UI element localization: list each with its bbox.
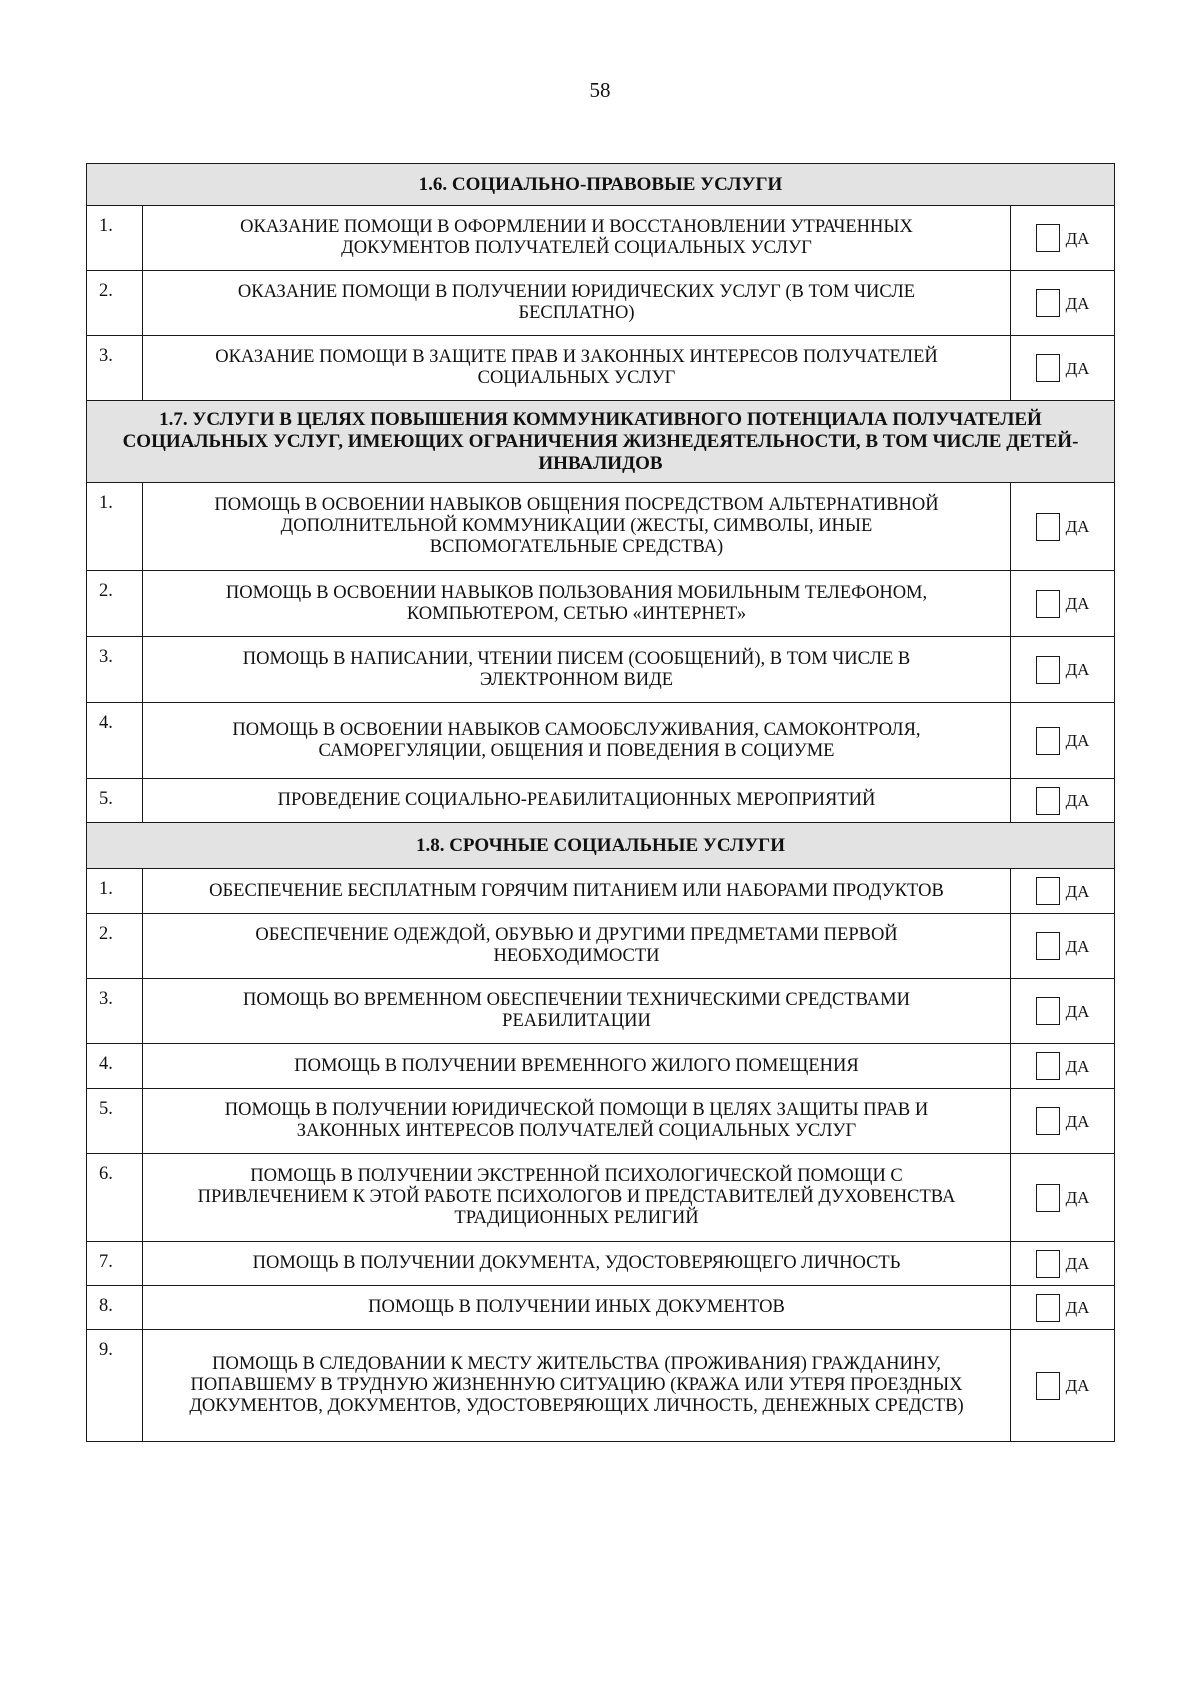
yes-label: ДА bbox=[1065, 1254, 1090, 1273]
item-number: 2. bbox=[87, 571, 143, 637]
item-mark-cell bbox=[1011, 779, 1115, 823]
item-mark-cell bbox=[1011, 1242, 1115, 1286]
table-row bbox=[87, 483, 1115, 571]
item-mark-cell bbox=[1011, 979, 1115, 1044]
yes-checkbox[interactable] bbox=[1036, 590, 1060, 618]
page-number: 58 bbox=[589, 78, 611, 102]
yes-checkbox[interactable] bbox=[1036, 513, 1060, 541]
yes-label: ДА bbox=[1065, 293, 1090, 313]
table-row bbox=[87, 206, 1115, 271]
item-mark-cell bbox=[1011, 914, 1115, 979]
yes-checkbox[interactable] bbox=[1036, 289, 1060, 317]
table-row bbox=[87, 1154, 1115, 1242]
yes-checkbox[interactable] bbox=[1036, 1294, 1060, 1322]
item-number: 4. bbox=[87, 703, 143, 779]
yes-option bbox=[1011, 877, 1114, 905]
table-row bbox=[87, 271, 1115, 336]
yes-label: ДА bbox=[1065, 358, 1090, 378]
table-row bbox=[87, 571, 1115, 637]
section-title: 1.6. СОЦИАЛЬНО-ПРАВОВЫЕ УСЛУГИ bbox=[87, 164, 1115, 206]
item-mark-cell bbox=[1011, 637, 1115, 703]
item-mark-cell bbox=[1011, 1089, 1115, 1154]
item-number: 2. bbox=[87, 271, 143, 336]
item-mark-cell bbox=[1011, 206, 1115, 271]
yes-option bbox=[1011, 997, 1114, 1025]
item-number: 5. bbox=[87, 779, 143, 823]
section-header bbox=[87, 401, 1115, 483]
yes-label: ДА bbox=[1065, 228, 1090, 248]
item-description: ПРОВЕДЕНИЕ СОЦИАЛЬНО-РЕАБИЛИТАЦИОННЫХ МЕРОПРИЯТИЙ bbox=[143, 779, 1011, 823]
yes-label: ДА bbox=[1065, 517, 1090, 536]
table-row bbox=[87, 914, 1115, 979]
yes-label: ДА bbox=[1065, 936, 1090, 956]
item-number: 2. bbox=[87, 914, 143, 979]
item-mark-cell bbox=[1011, 1044, 1115, 1089]
item-number: 7. bbox=[87, 1242, 143, 1286]
yes-checkbox[interactable] bbox=[1036, 1052, 1060, 1080]
services-table-body bbox=[87, 164, 1115, 1442]
yes-option bbox=[1011, 787, 1114, 815]
table-row bbox=[87, 1330, 1115, 1442]
item-mark-cell bbox=[1011, 1154, 1115, 1242]
item-mark-cell bbox=[1011, 571, 1115, 637]
item-description: ПОМОЩЬ В ПОЛУЧЕНИИ ИНЫХ ДОКУМЕНТОВ bbox=[143, 1286, 1011, 1330]
item-description: ПОМОЩЬ В ОСВОЕНИИ НАВЫКОВ ОБЩЕНИЯ ПОСРЕДСТВОМ АЛЬТЕРНАТИВНОЙ ДОПОЛНИТЕЛЬНОЙ КОММУНИКАЦИИ (ЖЕСТЫ, СИМВОЛЫ, ИНЫЕ ВСПОМОГАТЕЛЬНЫЕ СРЕДСТВА) bbox=[143, 483, 1011, 571]
table-row bbox=[87, 979, 1115, 1044]
item-description: ОКАЗАНИЕ ПОМОЩИ В ОФОРМЛЕНИИ И ВОССТАНОВЛЕНИИ УТРАЧЕННЫХ ДОКУМЕНТОВ ПОЛУЧАТЕЛЕЙ СОЦИАЛЬНЫХ УСЛУГ bbox=[143, 206, 1011, 271]
table-row bbox=[87, 869, 1115, 914]
yes-label: ДА bbox=[1065, 660, 1090, 679]
yes-checkbox[interactable] bbox=[1036, 656, 1060, 684]
item-description: ОБЕСПЕЧЕНИЕ БЕСПЛАТНЫМ ГОРЯЧИМ ПИТАНИЕМ ИЛИ НАБОРАМИ ПРОДУКТОВ bbox=[143, 869, 1011, 914]
yes-option bbox=[1011, 224, 1114, 252]
table-row bbox=[87, 1089, 1115, 1154]
item-description: ПОМОЩЬ В ПОЛУЧЕНИИ ВРЕМЕННОГО ЖИЛОГО ПОМЕЩЕНИЯ bbox=[143, 1044, 1011, 1089]
yes-option bbox=[1011, 513, 1114, 541]
section-header bbox=[87, 164, 1115, 206]
yes-checkbox[interactable] bbox=[1036, 727, 1060, 755]
item-mark-cell bbox=[1011, 1286, 1115, 1330]
yes-label: ДА bbox=[1065, 1111, 1090, 1131]
item-number: 6. bbox=[87, 1154, 143, 1242]
yes-label: ДА bbox=[1065, 594, 1090, 613]
item-mark-cell bbox=[1011, 1330, 1115, 1442]
section-title: 1.8. СРОЧНЫЕ СОЦИАЛЬНЫЕ УСЛУГИ bbox=[87, 823, 1115, 869]
yes-checkbox[interactable] bbox=[1036, 354, 1060, 382]
item-description: ПОМОЩЬ ВО ВРЕМЕННОМ ОБЕСПЕЧЕНИИ ТЕХНИЧЕСКИМИ СРЕДСТВАМИ РЕАБИЛИТАЦИИ bbox=[143, 979, 1011, 1044]
table-row bbox=[87, 779, 1115, 823]
yes-checkbox[interactable] bbox=[1036, 1107, 1060, 1135]
table-row bbox=[87, 336, 1115, 401]
yes-checkbox[interactable] bbox=[1036, 932, 1060, 960]
item-number: 8. bbox=[87, 1286, 143, 1330]
item-mark-cell bbox=[1011, 336, 1115, 401]
yes-option bbox=[1011, 1052, 1114, 1080]
item-description: ПОМОЩЬ В ПОЛУЧЕНИИ ЮРИДИЧЕСКОЙ ПОМОЩИ В ЦЕЛЯХ ЗАЩИТЫ ПРАВ И ЗАКОННЫХ ИНТЕРЕСОВ ПОЛУЧАТЕЛЕЙ СОЦИАЛЬНЫХ УСЛУГ bbox=[143, 1089, 1011, 1154]
yes-checkbox[interactable] bbox=[1036, 997, 1060, 1025]
yes-checkbox[interactable] bbox=[1036, 1184, 1060, 1212]
yes-label: ДА bbox=[1065, 1188, 1090, 1207]
yes-option bbox=[1011, 727, 1114, 755]
yes-label: ДА bbox=[1065, 791, 1090, 810]
yes-checkbox[interactable] bbox=[1036, 787, 1060, 815]
item-description: ОКАЗАНИЕ ПОМОЩИ В ЗАЩИТЕ ПРАВ И ЗАКОННЫХ ИНТЕРЕСОВ ПОЛУЧАТЕЛЕЙ СОЦИАЛЬНЫХ УСЛУГ bbox=[143, 336, 1011, 401]
item-description: ПОМОЩЬ В НАПИСАНИИ, ЧТЕНИИ ПИСЕМ (СООБЩЕНИЙ), В ТОМ ЧИСЛЕ В ЭЛЕКТРОННОМ ВИДЕ bbox=[143, 637, 1011, 703]
item-number: 1. bbox=[87, 483, 143, 571]
table-row bbox=[87, 1044, 1115, 1089]
item-description: ПОМОЩЬ В ОСВОЕНИИ НАВЫКОВ ПОЛЬЗОВАНИЯ МОБИЛЬНЫМ ТЕЛЕФОНОМ, КОМПЬЮТЕРОМ, СЕТЬЮ «ИНТЕРНЕТ» bbox=[143, 571, 1011, 637]
yes-option bbox=[1011, 932, 1114, 960]
yes-option bbox=[1011, 1294, 1114, 1322]
item-number: 3. bbox=[87, 336, 143, 401]
item-description: ПОМОЩЬ В ОСВОЕНИИ НАВЫКОВ САМООБСЛУЖИВАНИЯ, САМОКОНТРОЛЯ, САМОРЕГУЛЯЦИИ, ОБЩЕНИЯ И ПОВЕДЕНИЯ В СОЦИУМЕ bbox=[143, 703, 1011, 779]
yes-checkbox[interactable] bbox=[1036, 1372, 1060, 1400]
item-number: 9. bbox=[87, 1330, 143, 1442]
yes-checkbox[interactable] bbox=[1036, 224, 1060, 252]
yes-checkbox[interactable] bbox=[1036, 877, 1060, 905]
yes-option bbox=[1011, 656, 1114, 684]
item-description: ПОМОЩЬ В ПОЛУЧЕНИИ ЭКСТРЕННОЙ ПСИХОЛОГИЧЕСКОЙ ПОМОЩИ С ПРИВЛЕЧЕНИЕМ К ЭТОЙ РАБОТЕ ПСИХОЛОГОВ И ПРЕДСТАВИТЕЛЕЙ ДУХОВЕНСТВА ТРАДИЦИОННЫХ РЕЛИГИЙ bbox=[143, 1154, 1011, 1242]
item-number: 3. bbox=[87, 637, 143, 703]
table-row bbox=[87, 1242, 1115, 1286]
table-row bbox=[87, 1286, 1115, 1330]
item-number: 1. bbox=[87, 869, 143, 914]
item-number: 1. bbox=[87, 206, 143, 271]
table-row bbox=[87, 637, 1115, 703]
yes-option bbox=[1011, 1372, 1114, 1400]
yes-option bbox=[1011, 289, 1114, 317]
item-description: ПОМОЩЬ В СЛЕДОВАНИИ К МЕСТУ ЖИТЕЛЬСТВА (ПРОЖИВАНИЯ) ГРАЖДАНИНУ, ПОПАВШЕМУ В ТРУДНУЮ ЖИЗНЕННУЮ СИТУАЦИЮ (КРАЖА ИЛИ УТЕРЯ ПРОЕЗДНЫХ ДОКУМЕНТОВ, ДОКУМЕНТОВ, УДОСТОВЕРЯЮЩИХ ЛИЧНОСТЬ, ДЕНЕЖНЫХ СРЕДСТВ) bbox=[143, 1330, 1011, 1442]
item-mark-cell bbox=[1011, 483, 1115, 571]
yes-option bbox=[1011, 1107, 1114, 1135]
section-header bbox=[87, 823, 1115, 869]
item-description: ПОМОЩЬ В ПОЛУЧЕНИИ ДОКУМЕНТА, УДОСТОВЕРЯЮЩЕГО ЛИЧНОСТЬ bbox=[143, 1242, 1011, 1286]
yes-label: ДА bbox=[1065, 1056, 1090, 1076]
yes-label: ДА bbox=[1065, 1298, 1090, 1317]
yes-option bbox=[1011, 1250, 1114, 1278]
item-description: ОБЕСПЕЧЕНИЕ ОДЕЖДОЙ, ОБУВЬЮ И ДРУГИМИ ПРЕДМЕТАМИ ПЕРВОЙ НЕОБХОДИМОСТИ bbox=[143, 914, 1011, 979]
item-number: 4. bbox=[87, 1044, 143, 1089]
yes-label: ДА bbox=[1065, 731, 1090, 750]
item-description: ОКАЗАНИЕ ПОМОЩИ В ПОЛУЧЕНИИ ЮРИДИЧЕСКИХ УСЛУГ (В ТОМ ЧИСЛЕ БЕСПЛАТНО) bbox=[143, 271, 1011, 336]
item-mark-cell bbox=[1011, 271, 1115, 336]
item-mark-cell bbox=[1011, 703, 1115, 779]
yes-checkbox[interactable] bbox=[1036, 1250, 1060, 1278]
yes-label: ДА bbox=[1065, 881, 1090, 901]
yes-label: ДА bbox=[1065, 1001, 1090, 1021]
table-row bbox=[87, 703, 1115, 779]
item-mark-cell bbox=[1011, 869, 1115, 914]
item-number: 3. bbox=[87, 979, 143, 1044]
section-title: 1.7. УСЛУГИ В ЦЕЛЯХ ПОВЫШЕНИЯ КОММУНИКАТИВНОГО ПОТЕНЦИАЛА ПОЛУЧАТЕЛЕЙ СОЦИАЛЬНЫХ УСЛУГ, ИМЕЮЩИХ ОГРАНИЧЕНИЯ ЖИЗНЕДЕЯТЕЛЬНОСТИ, В ТОМ ЧИСЛЕ ДЕТЕЙ-ИНВАЛИДОВ bbox=[87, 401, 1115, 483]
services-table bbox=[86, 163, 1115, 1442]
yes-option bbox=[1011, 1184, 1114, 1212]
yes-option bbox=[1011, 354, 1114, 382]
item-number: 5. bbox=[87, 1089, 143, 1154]
yes-label: ДА bbox=[1065, 1376, 1090, 1395]
yes-option bbox=[1011, 590, 1114, 618]
